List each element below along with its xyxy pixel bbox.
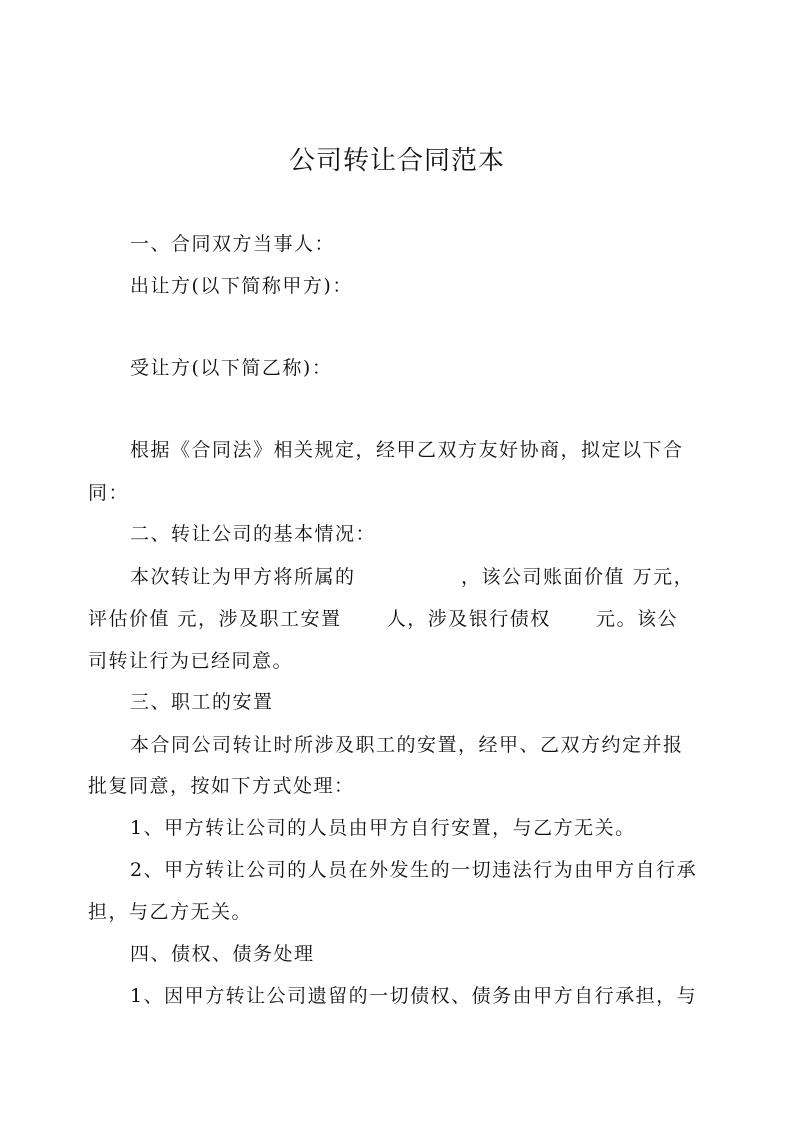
list-item: 2、甲方转让公司的人员在外发生的一切违法行为由甲方自行承	[130, 859, 698, 881]
list-item-continuation: 担，与乙方无关。	[88, 901, 253, 923]
page-title: 公司转让合同范本	[288, 146, 505, 176]
transferor-label: 出让方(以下简称甲方)：	[130, 275, 353, 297]
paragraph-line: 评估价值 元，涉及职工安置 人，涉及银行债权 元。该公	[88, 608, 679, 630]
paragraph-line: 批复同意，按如下方式处理：	[88, 775, 355, 797]
section-heading-company-info: 二、转让公司的基本情况：	[130, 523, 377, 545]
paragraph-line: 本次转让为甲方将所属的 ，该公司账面价值 万元，	[130, 566, 695, 588]
paragraph-line: 同：	[88, 482, 130, 504]
paragraph-line: 本合同公司转让时所涉及职工的安置，经甲、乙双方约定并报	[130, 734, 684, 756]
section-heading-parties: 一、合同双方当事人：	[130, 233, 336, 255]
list-item: 1、甲方转让公司的人员由甲方自行安置，与乙方无关。	[130, 817, 636, 839]
transferee-label: 受让方(以下简乙称)：	[130, 357, 333, 379]
paragraph-line: 根据《合同法》相关规定，经甲乙双方友好协商，拟定以下合	[130, 439, 684, 461]
list-item: 1、因甲方转让公司遗留的一切债权、债务由甲方自行承担，与	[130, 985, 698, 1007]
section-heading-debts: 四、债权、债务处理	[130, 943, 315, 965]
paragraph-line: 司转让行为已经同意。	[88, 650, 294, 672]
section-heading-staff: 三、职工的安置	[130, 691, 274, 713]
